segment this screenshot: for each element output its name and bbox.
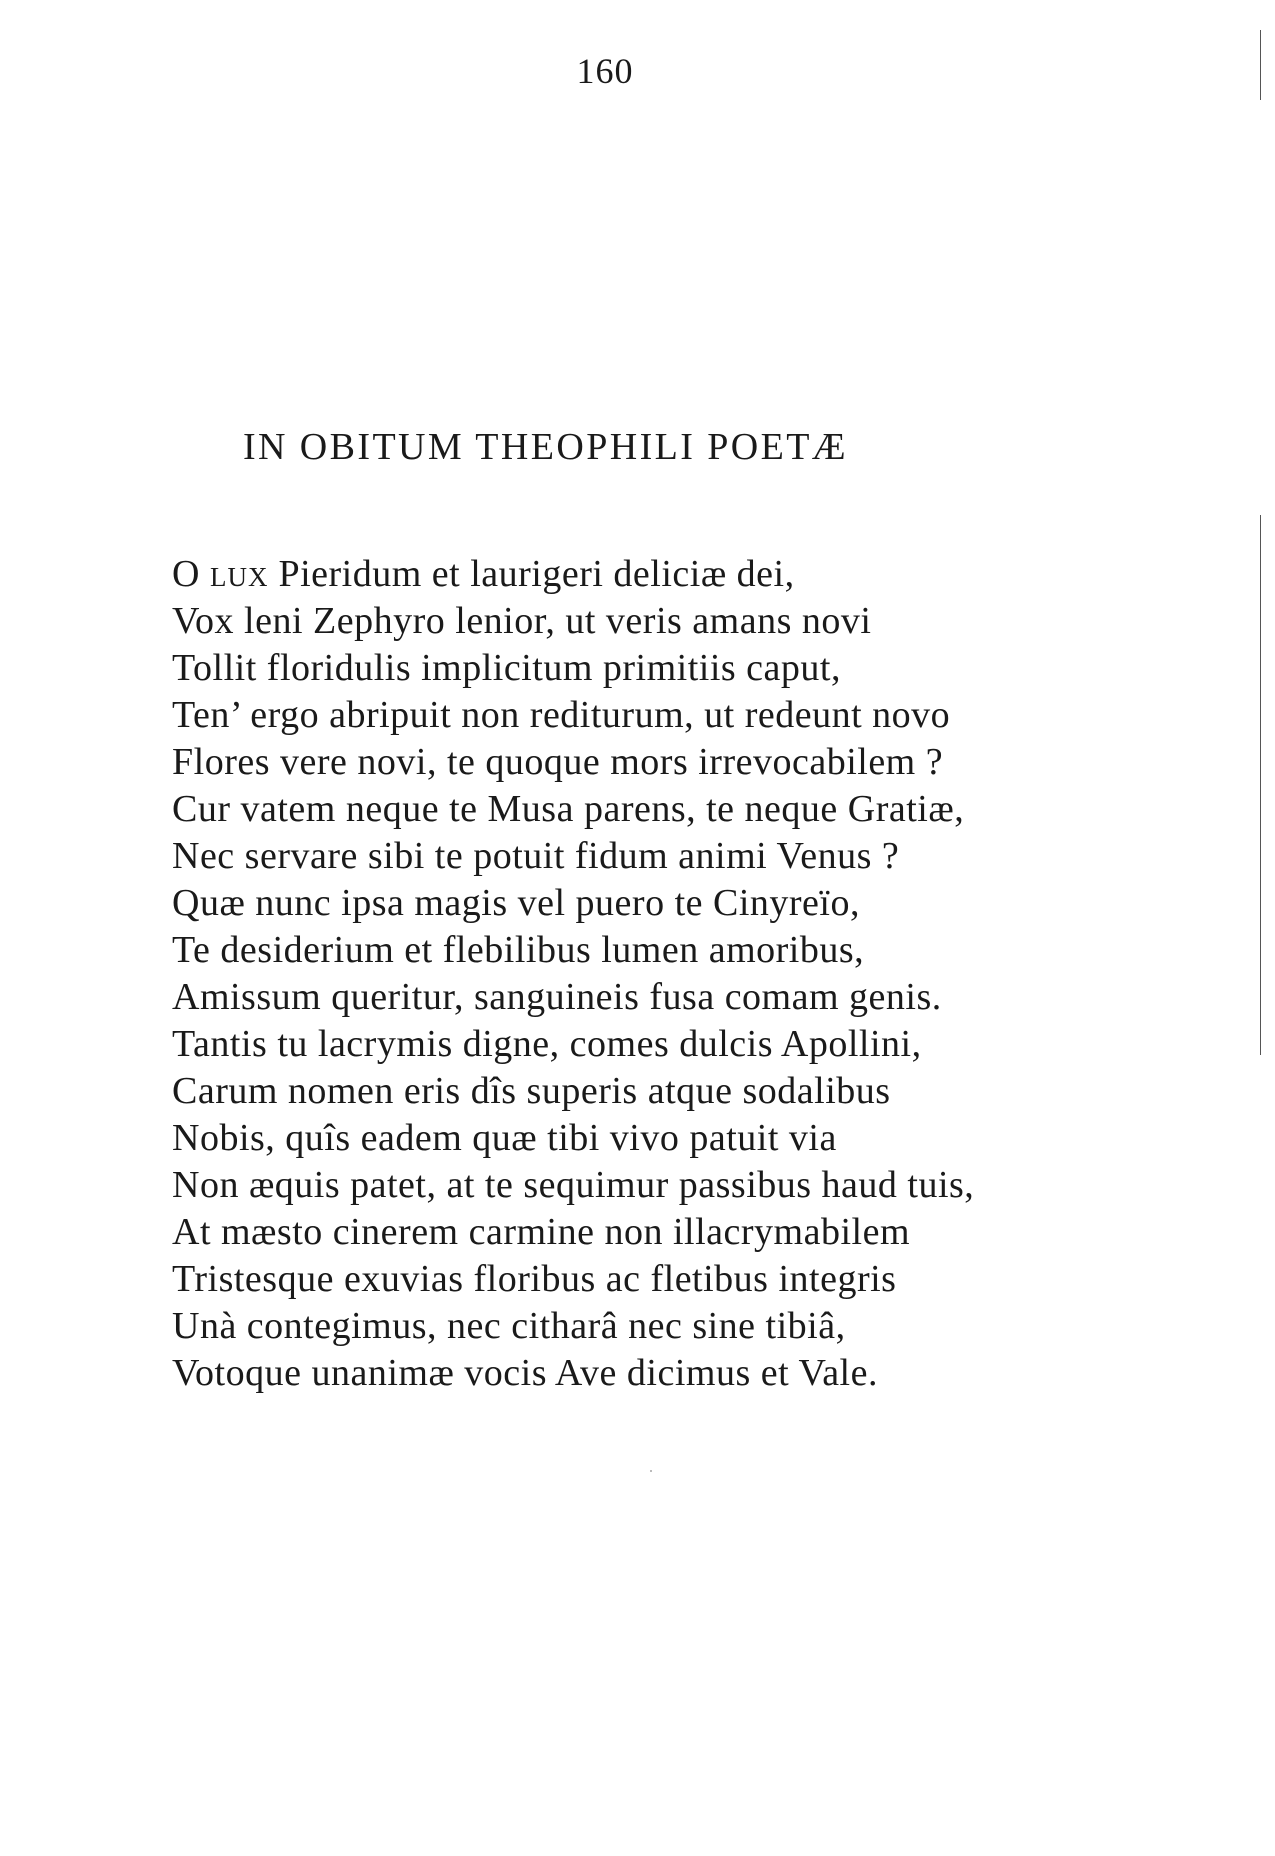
- poem-line: Tantis tu lacrymis digne, comes dulcis Apollini,: [172, 1023, 922, 1065]
- poem-line: Te desiderium et flebilibus lumen amoribus,: [172, 929, 865, 971]
- poem-line: Nobis, quîs eadem quæ tibi vivo patuit via: [172, 1117, 837, 1159]
- poem-line: Amissum queritur, sanguineis fusa comam genis.: [172, 976, 942, 1018]
- poem-line: Tollit floridulis implicitum primitiis caput,: [172, 647, 841, 689]
- opening-word: O: [172, 553, 200, 595]
- poem-line: Nec servare sibi te potuit fidum animi Venus ?: [172, 835, 900, 877]
- poem-line-1: [172, 551, 974, 598]
- poem-line: Carum nomen eris dîs superis atque sodalibus: [172, 1070, 891, 1112]
- poem-line: Ten’ ergo abripuit non rediturum, ut redeunt novo: [172, 694, 951, 736]
- scan-edge-line: [1260, 30, 1261, 100]
- scan-edge-line: [1260, 515, 1261, 1055]
- page-number: 160: [576, 51, 634, 91]
- first-line-rest: Pieridum et laurigeri deliciæ dei,: [268, 553, 795, 595]
- poem-body: [172, 551, 974, 1397]
- poem-line: Vox leni Zephyro lenior, ut veris amans novi: [172, 600, 872, 642]
- opening-smallcaps: lux: [209, 553, 269, 595]
- poem-line: Tristesque exuvias floribus ac fletibus integris: [172, 1258, 897, 1300]
- poem-line: At mæsto cinerem carmine non illacrymabilem: [172, 1211, 911, 1253]
- poem-line: Flores vere novi, te quoque mors irrevocabilem ?: [172, 741, 944, 783]
- poem-line: Non æquis patet, at te sequimur passibus haud tuis,: [172, 1164, 975, 1206]
- poem-title: IN OBITUM THEOPHILI POETÆ: [243, 426, 848, 468]
- poem-line: Quæ nunc ipsa magis vel puero te Cinyreïo,: [172, 882, 860, 924]
- poem-line: Unà contegimus, nec citharâ nec sine tibiâ,: [172, 1305, 846, 1347]
- poem-line: Cur vatem neque te Musa parens, te neque Gratiæ,: [172, 788, 965, 830]
- scan-speck: [650, 1470, 652, 1472]
- poem-line: Votoque unanimæ vocis Ave dicimus et Vale.: [172, 1352, 878, 1394]
